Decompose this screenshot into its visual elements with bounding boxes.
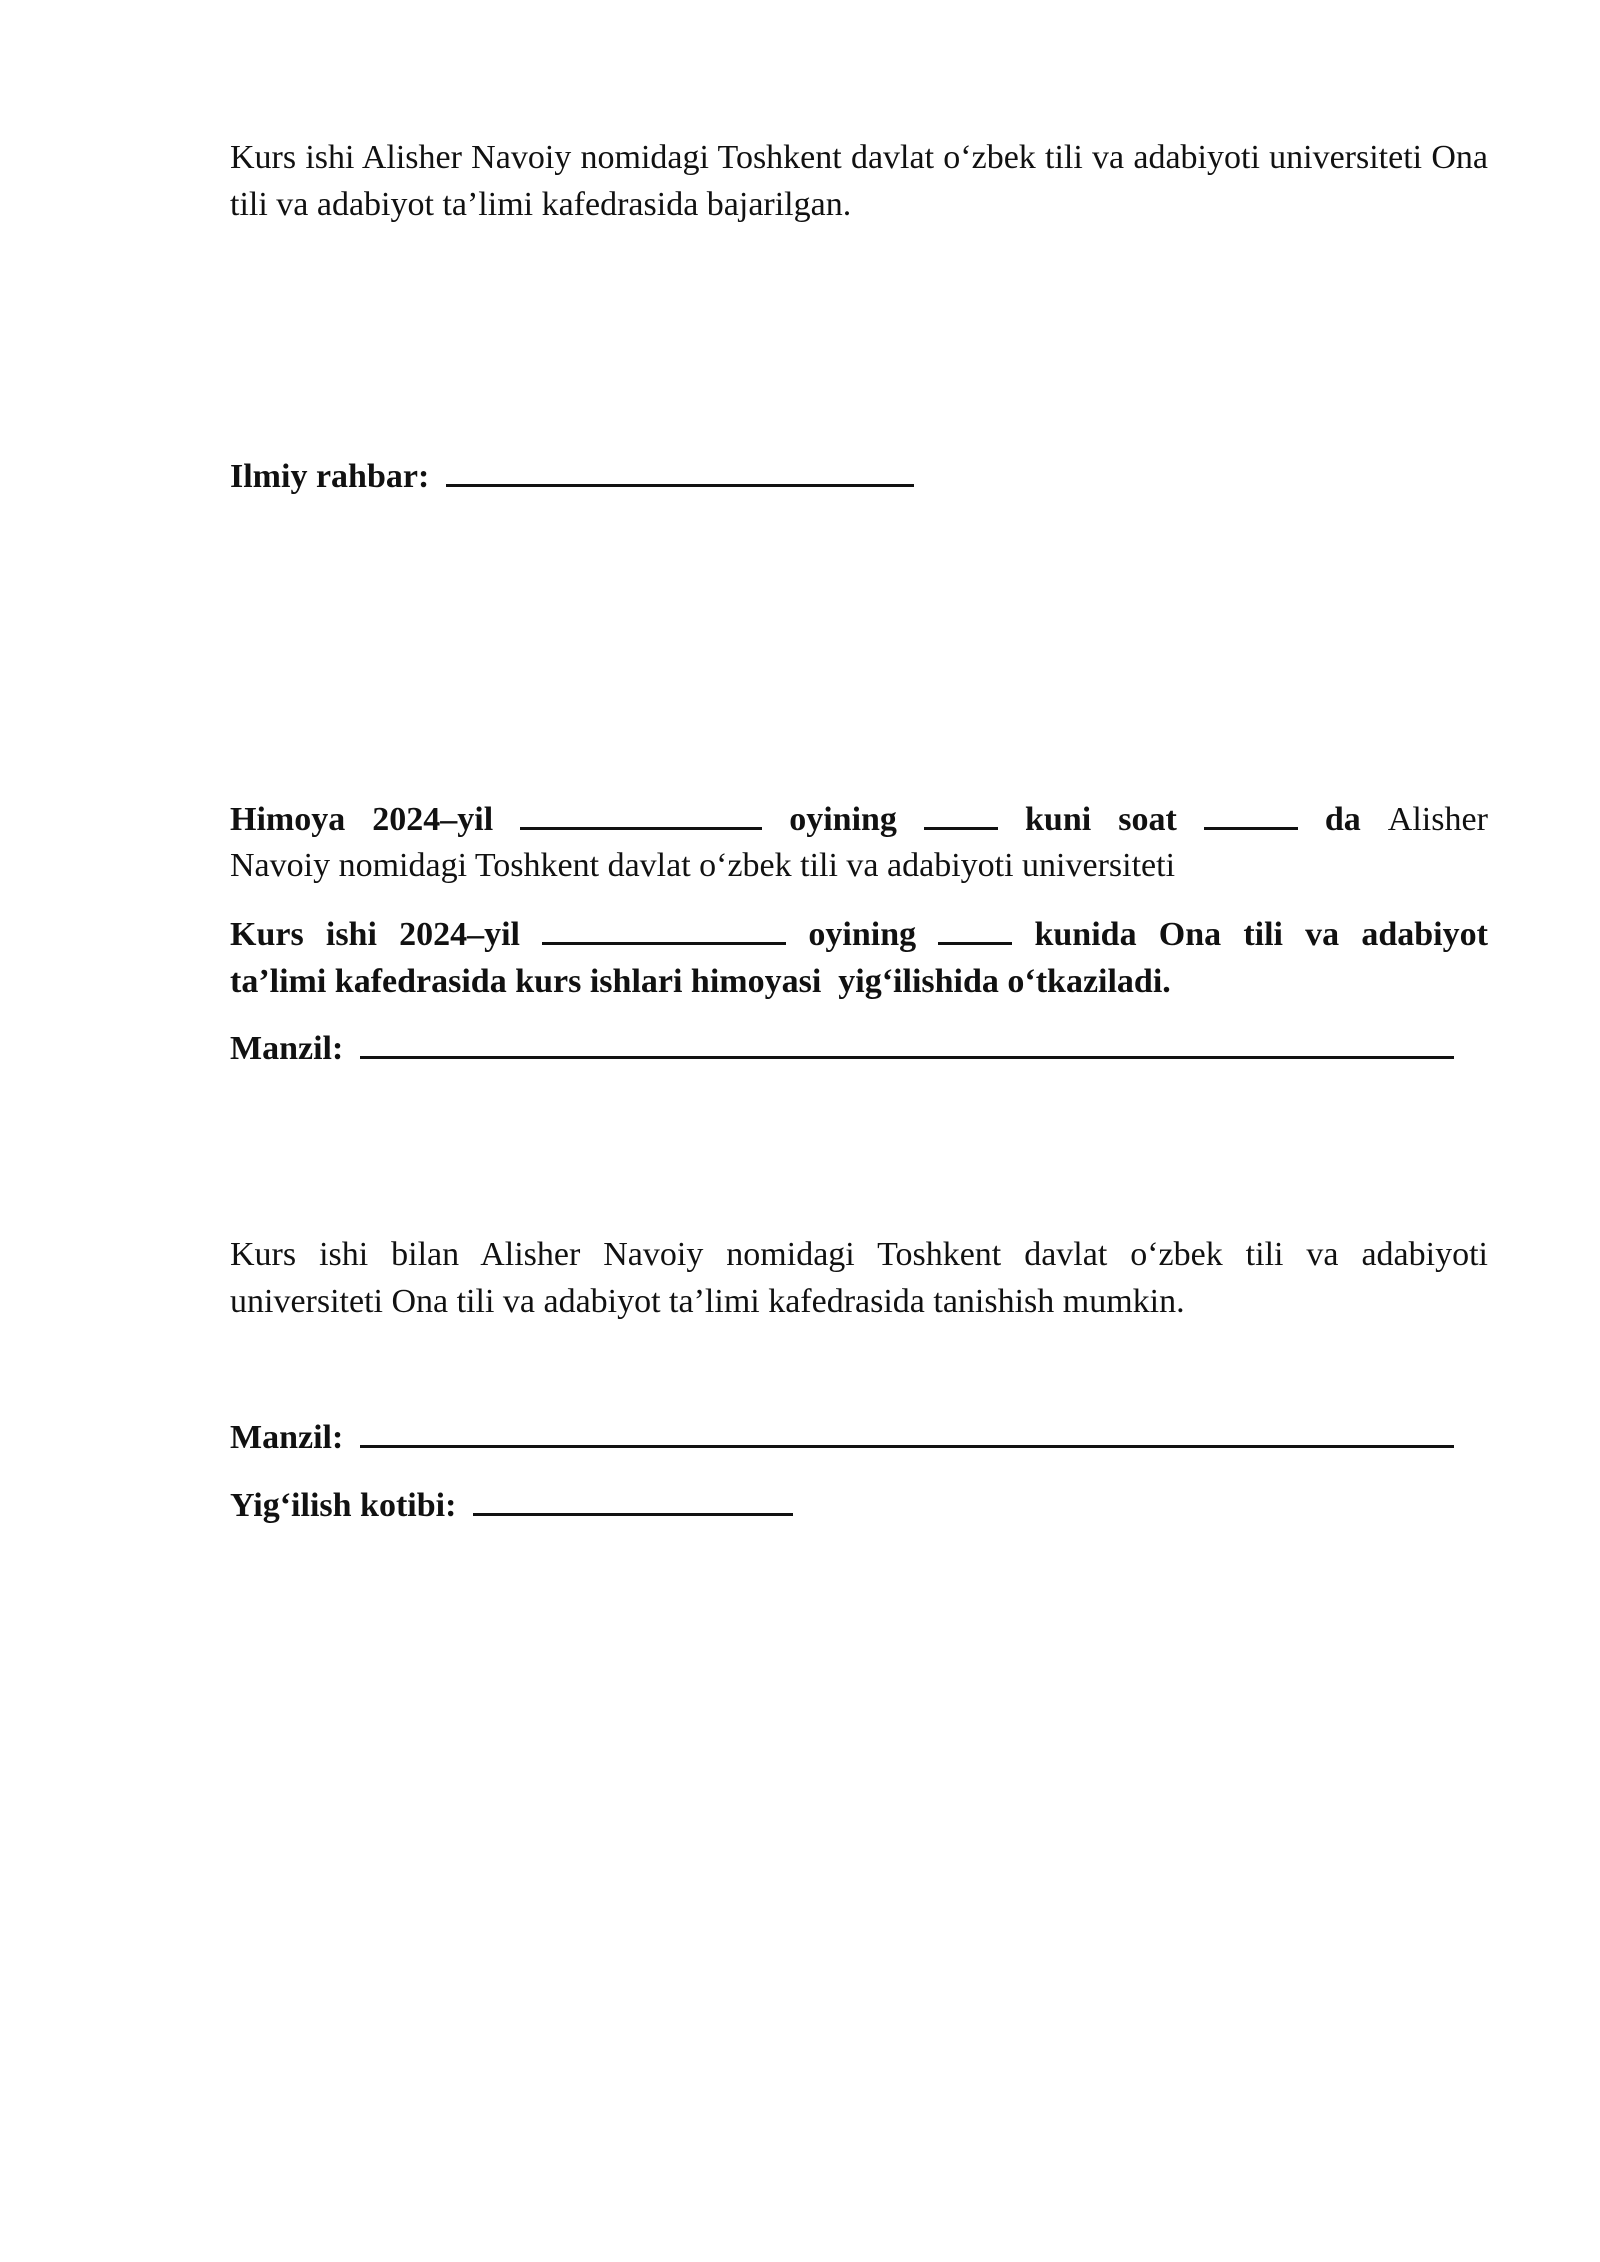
supervisor-label: Ilmiy rahbar: xyxy=(230,458,430,495)
address-blank-2[interactable] xyxy=(360,1415,1454,1448)
course-month-blank[interactable] xyxy=(542,912,786,945)
address-blank-1[interactable] xyxy=(360,1026,1454,1059)
defense-month-blank[interactable] xyxy=(520,797,762,830)
defense-word-himoya: Himoya xyxy=(230,801,346,838)
defense-line-1 xyxy=(230,796,1488,843)
address-label-1: Manzil: xyxy=(230,1030,344,1067)
course-word-ishi: ishi xyxy=(325,916,377,953)
defense-day-blank[interactable] xyxy=(924,797,998,830)
course-word-va: va xyxy=(1305,916,1340,953)
defense-line-2: Navoiy nomidagi Toshkent davlat o‘zbek tili va adabiyoti universiteti xyxy=(230,847,1176,884)
supervisor-blank[interactable] xyxy=(446,454,914,487)
defense-word-kuni: kuni xyxy=(1025,801,1092,838)
familiarize-paragraph: Kurs ishi bilan Alisher Navoiy nomidagi Toshkent davlat o‘zbek tili va adabiyoti universiteti Ona tili va adabiyot ta’limi kafedrasida tanishish mumkin. xyxy=(230,1236,1488,1320)
intro-paragraph: Kurs ishi Alisher Navoiy nomidagi Toshkent davlat o‘zbek tili va adabiyoti universiteti Ona tili va adabiyot ta’limi kafedrasida bajarilgan. xyxy=(230,139,1488,223)
address-line-1 xyxy=(230,1025,1454,1072)
course-word-year: 2024–yil xyxy=(399,916,521,953)
course-word-adabiyot: adabiyot xyxy=(1361,916,1488,953)
address-label-2: Manzil: xyxy=(230,1419,344,1456)
defense-hour-blank[interactable] xyxy=(1204,797,1298,830)
defense-word-soat: soat xyxy=(1118,801,1177,838)
course-day-blank[interactable] xyxy=(938,912,1012,945)
supervisor-line xyxy=(230,453,914,500)
defense-word-alisher: Alisher xyxy=(1387,801,1488,838)
course-word-oyining: oyining xyxy=(808,916,917,953)
course-word-tili: tili xyxy=(1243,916,1283,953)
course-word-kurs: Kurs xyxy=(230,916,304,953)
course-word-ona: Ona xyxy=(1158,916,1222,953)
secretary-line xyxy=(230,1482,793,1529)
secretary-label: Yig‘ilish kotibi: xyxy=(230,1487,457,1524)
secretary-blank[interactable] xyxy=(473,1483,793,1516)
course-line-2: ta’limi kafedrasida kurs ishlari himoyasi yig‘ilishida o‘tkaziladi. xyxy=(230,963,1171,1000)
defense-word-oyining: oyining xyxy=(789,801,897,838)
course-word-kunida: kunida xyxy=(1034,916,1137,953)
address-line-2 xyxy=(230,1414,1454,1461)
course-line-1 xyxy=(230,911,1488,958)
defense-word-da: da xyxy=(1324,801,1361,838)
defense-word-year: 2024–yil xyxy=(372,801,494,838)
